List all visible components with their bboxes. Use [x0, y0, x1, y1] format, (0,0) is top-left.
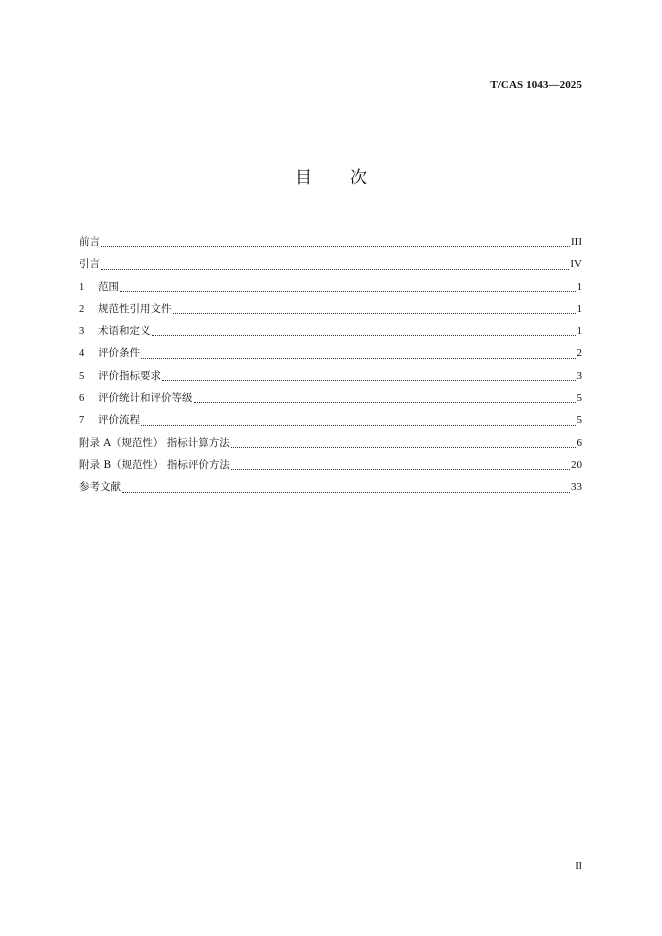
toc-leader-dots [141, 424, 576, 426]
toc-entry-page: 2 [576, 347, 582, 360]
toc-leader-dots [152, 334, 576, 336]
toc-entry-number: 1 [79, 281, 85, 293]
toc-title-char-2: 次 [350, 168, 367, 188]
toc-entry-page: 6 [576, 436, 582, 449]
toc-entry-appendix-a[interactable] [79, 435, 582, 457]
toc-entry-page: 20 [571, 458, 582, 471]
toc-entry-label: 引言 [79, 258, 100, 271]
toc-entry-label: 评价统计和评价等级 [98, 392, 193, 405]
toc-entry-label: 规范性引用文件 [98, 302, 172, 315]
toc-entry-label: 前言 [79, 236, 100, 248]
toc-leader-dots [122, 491, 570, 493]
toc-leader-dots [231, 446, 576, 448]
page-number: II [575, 861, 582, 872]
toc-entry-bibliography[interactable] [79, 479, 582, 501]
toc-entry-number: 2 [79, 303, 85, 315]
toc-entry-page: 1 [576, 280, 582, 293]
toc-entry-number: 6 [79, 393, 85, 405]
toc-leader-dots [101, 245, 570, 247]
toc-entry-page: 3 [576, 369, 582, 382]
toc-entry-evaluation-conditions[interactable] [79, 345, 582, 367]
toc-entry-foreword[interactable] [79, 234, 582, 256]
toc-leader-dots [141, 357, 576, 359]
toc-entry-label: 范围 [98, 280, 119, 293]
toc-entry-appendix-b[interactable] [79, 457, 582, 479]
toc-entry-page: IV [570, 258, 582, 271]
toc-entry-label: 评价流程 [98, 414, 140, 427]
toc-title [0, 163, 662, 188]
toc-leader-dots [173, 312, 576, 314]
toc-leader-dots [101, 268, 569, 270]
toc-entry-introduction[interactable] [79, 256, 582, 278]
toc-entry-scope[interactable] [79, 279, 582, 301]
toc-entry-normative-references[interactable] [79, 301, 582, 323]
toc-entry-label: 参考文献 [79, 481, 121, 494]
toc-title-char-1: 目 [295, 168, 312, 188]
toc-entry-evaluation-process[interactable] [79, 412, 582, 434]
toc-leader-dots [162, 379, 576, 381]
toc-entry-number: 5 [79, 370, 85, 382]
toc-entry-terms-definitions[interactable] [79, 323, 582, 345]
standard-code: T/CAS 1043—2025 [490, 79, 582, 91]
toc-entry-number: 7 [79, 415, 85, 427]
toc-entry-number: 3 [79, 326, 85, 338]
toc-entry-label: 评价条件 [98, 347, 140, 360]
toc-entry-statistics-grades[interactable] [79, 390, 582, 412]
toc-leader-dots [194, 401, 576, 403]
toc-entry-page: 1 [576, 302, 582, 315]
toc-entry-page: 33 [571, 481, 582, 494]
toc-entry-label: 术语和定义 [98, 325, 151, 338]
toc-entry-label: 评价指标要求 [98, 369, 161, 382]
toc-entry-label: 附录 A（规范性） 指标计算方法 [79, 436, 230, 449]
toc-entry-page: 5 [576, 414, 582, 427]
toc-leader-dots [231, 468, 570, 470]
toc-entry-number: 4 [79, 348, 85, 360]
toc-entry-indicator-requirements[interactable] [79, 368, 582, 390]
toc-list [79, 234, 582, 502]
toc-leader-dots [120, 290, 576, 292]
toc-entry-page: 5 [576, 392, 582, 405]
toc-entry-label: 附录 B（规范性） 指标评价方法 [79, 458, 230, 471]
toc-entry-page: III [571, 236, 582, 248]
toc-entry-page: 1 [576, 325, 582, 338]
